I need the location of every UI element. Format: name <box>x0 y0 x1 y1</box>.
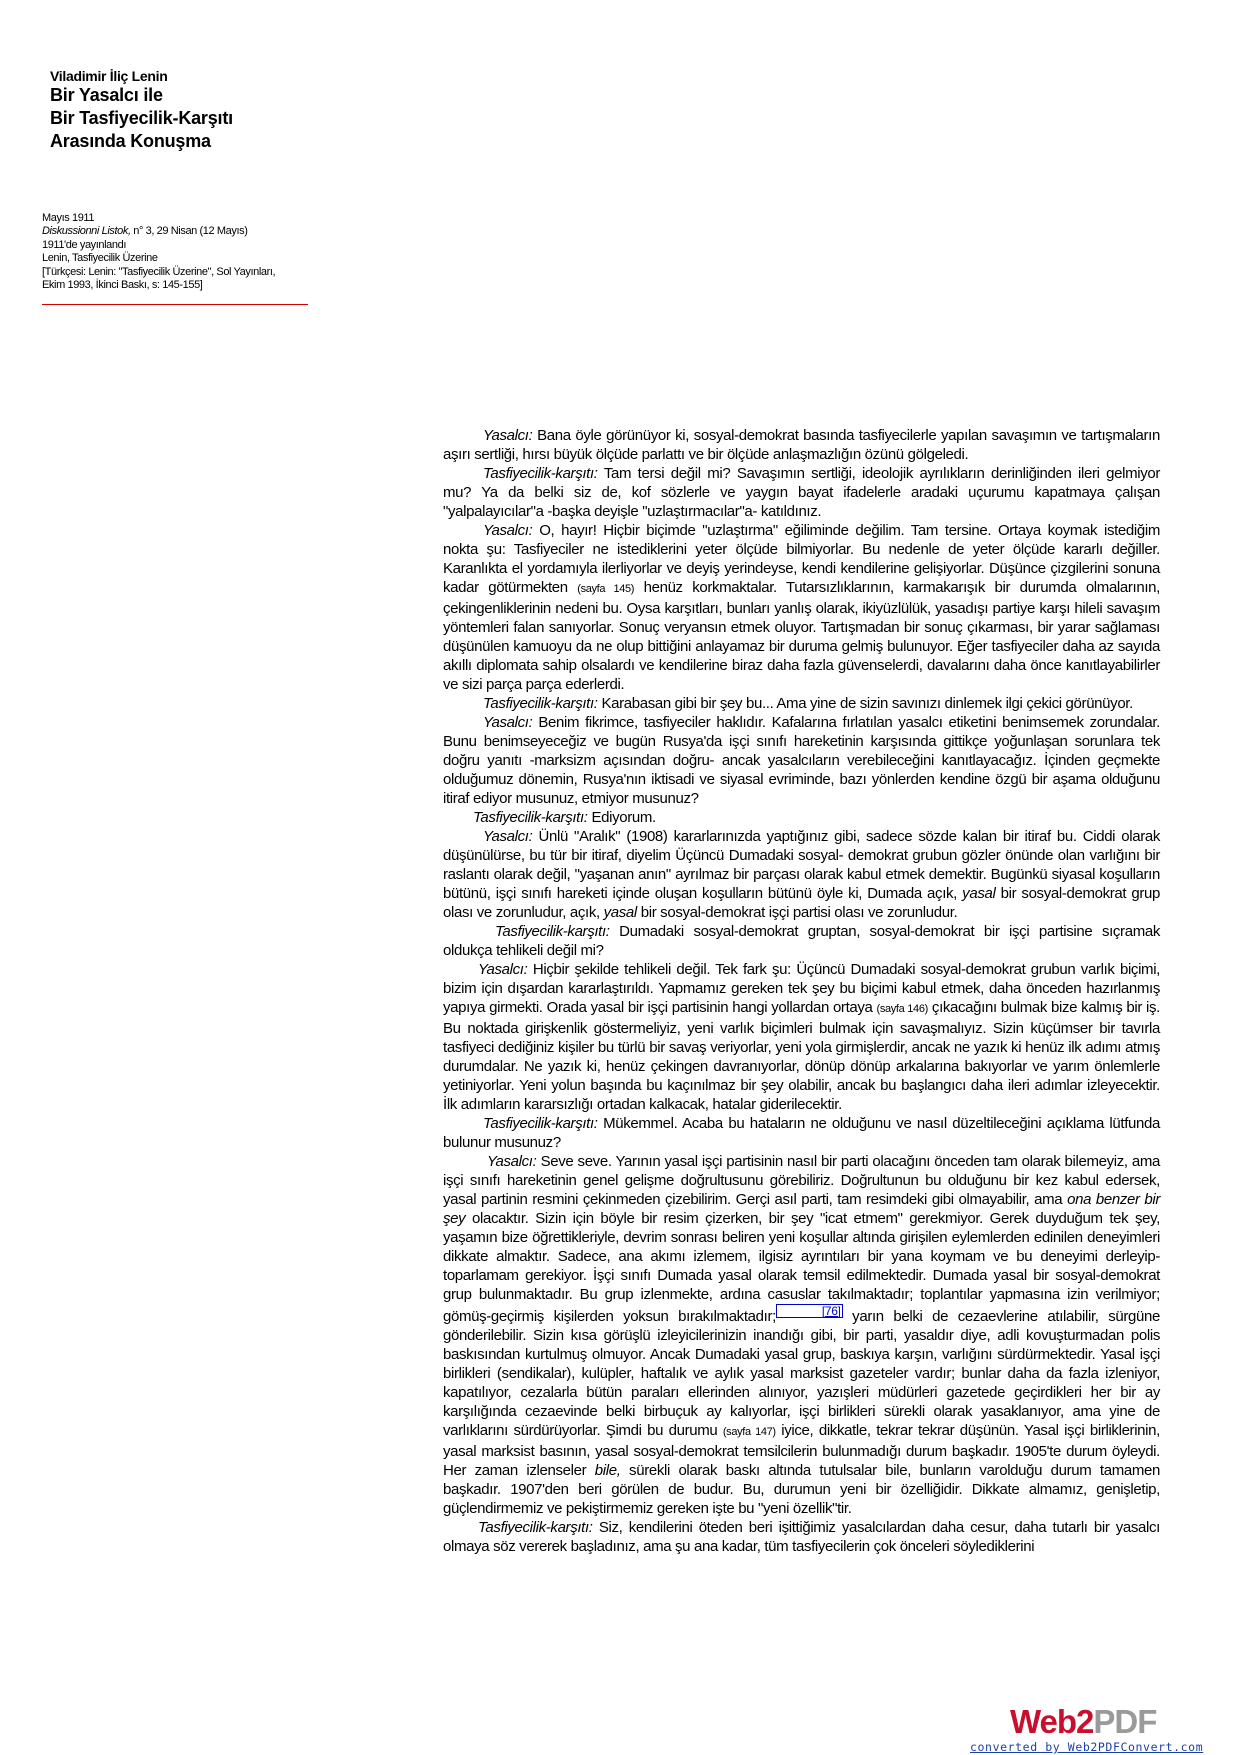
paragraph-text: Karabasan gibi bir şey bu... Ama yine de sizin savınızı dinlemek ilgi çekici görünüyor. <box>597 695 1133 712</box>
page-marker: (sayfa 145) <box>577 583 635 595</box>
author-name: Viladimir İliç Lenin <box>50 68 168 84</box>
dialogue-paragraph <box>443 808 1160 827</box>
speaker-label: Tasfiyecilik-karşıtı: <box>473 809 588 826</box>
paragraph-text: iyice, dikkatle, tekrar tekrar düşünün. Yasal işçi birliklerinin, yasal marksist basının, yasal sosyal-demokrat temsilcilerin bulunmadığı durum başkadır. 1905'te durum öyleydi. Her zaman izlenseler <box>443 1422 1160 1479</box>
paragraph-text: Hiçbir şekilde tehlikeli değil. Tek fark şu: Üçüncü Dumadaki sosyal-demokrat grubun varlık biçimi, bizim için dışardan kararlaştırıldı. Yapmamız gereken tek şey bu biçimi kabul etmek, daha önceden hazırlanmış yapıya girmekti. Orada yasal bir işçi partisinin hangi yollardan ortaya <box>443 961 1160 1016</box>
speaker-label: Yasalcı: <box>483 522 533 539</box>
meta-divider <box>42 304 308 305</box>
paragraph-text: Siz, kendilerini öteden beri işittiğimiz yasalcılardan daha cesur, daha tutarlı bir yasalcı olmaya söz vererek başladınız, ama şu ana kadar, tüm tasfiyecilerin çok önceleri söylediklerini <box>443 1519 1160 1555</box>
publication-info <box>42 212 310 292</box>
logo-pdf-part: PDF <box>1093 1703 1157 1740</box>
meta-turkish-edition-2: Ekim 1993, İkinci Baskı, s: 145-155] <box>42 279 203 292</box>
speaker-label: Tasfiyecilik-karşıtı: <box>495 923 610 940</box>
title-line-2: Bir Tasfiyecilik-Karşıtı <box>50 108 233 128</box>
web2pdf-logo <box>1010 1704 1200 1740</box>
paragraph-text: Mükemmel. Acaba bu hataların ne olduğunu ve nasıl düzeltileceğini açıklama lütfunda bulunur musunuz? <box>443 1115 1160 1151</box>
meta-source <box>42 225 310 238</box>
dialogue-paragraph <box>443 694 1160 713</box>
paragraph-text: Ediyorum. <box>587 809 656 826</box>
paragraph-text: Dumadaki sosyal-demokrat gruptan, sosyal-demokrat bir işçi partisine sıçramak oldukça tehlikeli değil mi? <box>443 923 1160 959</box>
paragraph-text: Seve seve. Yarının yasal işçi partisinin nasıl bir parti olacağını önceden tam olarak bilemeyiz, ama işçi sınıfı hareketinin genel gelişme doğrultusunu görebiliriz. Doğrultunun bu olduğunu bir kez kabul edersek, yasal partinin resmini çekinmeden çizebilirim. Gerçi asıl parti, tam resimdeki gibi olmayabilir, ama <box>443 1153 1160 1208</box>
emphasis-text: yasal <box>962 885 996 902</box>
page-marker: (sayfa 147) <box>722 1426 776 1438</box>
paragraph-text: Ünlü "Aralık" (1908) kararlarınızda yaptığınız gibi, sadece sözde kalan bir itiraf bu. Ciddi olarak düşünülürse, bu tür bir itiraf, diyelim Üçüncü Dumadaki sosyal- demokrat grubun gözler önünde olan varlığını bir raslantı olarak değil, "yaşanan anın" ayrılmaz bir parçası olarak kabul etmek demektir. Bugünkü siyasal koşulların bütünü, işçi sınıfı hareketi içinde oluşan koşulların bütünü öyle ki, Dumada açık, <box>443 828 1160 902</box>
speaker-label: Tasfiyecilik-karşıtı: <box>483 465 598 482</box>
dialogue-paragraph <box>443 464 1160 521</box>
speaker-label: Yasalcı: <box>487 1153 537 1170</box>
meta-date: Mayıs 1911 <box>42 212 95 224</box>
dialogue-paragraph <box>443 1152 1160 1518</box>
paragraph-text: bir sosyal-demokrat grup olası ve zorunludur, açık, <box>443 885 1160 921</box>
emphasis-text: bile, <box>594 1462 621 1479</box>
dialogue-paragraph <box>443 713 1160 808</box>
dialogue-paragraph <box>443 521 1160 694</box>
paragraph-text: Tam tersi değil mi? Savaşımın sertliği, ideolojik ayrılıkların derinliğinden ileri gelmiyor mu? Ya da belki siz de, kof sözlerle ve yaygın bayat ifadelerle aradaki uçurumu kapatmaya çalışan "yalpalayıcılar"a -başka deyişle "uzlaştırmacılar"a- katıldınız. <box>443 465 1160 520</box>
converter-link[interactable]: converted by Web2PDFConvert.com <box>970 1740 1204 1754</box>
paragraph-text: bir sosyal-demokrat işçi partisi olası ve zorunludur. <box>636 904 958 921</box>
dialogue-paragraph <box>443 827 1160 922</box>
speaker-label: Yasalcı: <box>478 961 528 978</box>
emphasis-text: yasal <box>603 904 637 921</box>
speaker-label: Tasfiyecilik-karşıtı: <box>478 1519 593 1536</box>
paragraph-text: sürekli olarak baskı altında tutulsalar bile, bunların varolduğu durum tamamen başkadır. 1907'den beri görülen de budur. Bu, durumun yeni bir özelliğidir. Dikkate almamız, genişletip, güçlendirmemiz ve pekiştirmemiz gereken işte bu "yeni özellik"tir. <box>443 1462 1160 1517</box>
dialogue-paragraph <box>443 1518 1160 1556</box>
article-body <box>443 426 1160 1556</box>
paragraph-text: O, hayır! Hiçbir biçimde "uzlaştırma" eğiliminde değilim. Tam tersine. Ortaya koymak istediğim nokta şu: Tasfiyeciler ne istediklerini yeter ölçüde bilmiyorlar. Bu nedenle de yeter ölçüde kararlı değiller. Karanlıkta el yordamıyla ilerliyorlar ve deyiş yerindeyse, kendi kendilerine gelişiyorlar. Düşünce çizgilerini sonuna kadar götürmekten <box>443 522 1160 596</box>
speaker-label: Yasalcı: <box>483 714 533 731</box>
meta-collection: Lenin, Tasfiyecilik Üzerine <box>42 252 158 265</box>
logo-web2-part: Web2 <box>1010 1703 1094 1740</box>
paragraph-text: Benim fikrimce, tasfiyeciler haklıdır. Kafalarına fırlatılan yasalcı etiketini benimsemek zorundalar. Bunu benimseyeceğiz ve bugün Rusya'da işçi sınıfı hareketinin karşısında gittikçe yoğunlaşan sorunlara tek doğru yanıtı -marksizm açısından doğru- ancak yasalcıların verebileceğini kanıtlayacağız. İçinden geçmekte olduğumuz dönemin, Rusya'nın iktisadi ve siyasal evriminde, bazı yönlerden kendine özgü bir aşama olduğunu itiraf ediyor musunuz, etmiyor musunuz? <box>443 714 1160 807</box>
converter-watermark <box>970 1704 1225 1752</box>
meta-source-issue: n° 3, 29 Nisan (12 Mayıs) <box>130 225 248 238</box>
dialogue-paragraph <box>443 1114 1160 1152</box>
paragraph-text: olacaktır. Sizin için böyle bir resim çizerken, bir şey "icat etmem" gerekmiyor. Gerek duyduğum tek şey, yaşamın bize öğrettikleriyle, devrim sonrası beliren yeni koşullar altında girişilen eylemlerden edinilen deneyimleri dikkate almaktır. Sadece, ana akımı izlemem, ilgisiz ayrıntıları bir yana koymam ve bu deneyimi derleyip-toparlamam gerekiyor. İşçi sınıfı Dumada yasal olarak temsil edilmektedir. Dumada yasal bir sosyal-demokrat grup bulunmaktadır. Bu grup izlenmekte, ardına casuslar takılmaktadır; toplantılar yapmasına izin verilmiyor; gömüş-geçirmiş kişilerden yoksun bırakılmaktadır; <box>443 1210 1160 1325</box>
meta-source-title: Diskussionni Listok, <box>42 225 131 238</box>
speaker-label: Yasalcı: <box>483 427 533 444</box>
paragraph-text: çıkacağını bulmak bize kalmış bir iş. Bu noktada girişkenlik göstermeliyiz, yeni varlık biçimleri bulmak için savaşmalıyız. Sizin küçümser bir tavırla tasfiyeci dediğiniz kişiler bu türlü bir savaş veriyorlar, yeni yola girmişlerdir, ancak ne yazık ki henüz ilk adımı atmış durumdalar. Ne yazık ki, henüz çekingen davranıyorlar, dönüp dönüp arkalarına bakıyorlar ve yarım önlemlerle yetiniyorlar. Yeni yolun başında bu kaçınılmaz bir şey olabilir, ancak bu başlangıcı daha ileri adımlar izleyecektir. İlk adımların kararsızlığı ortadan kalkacak, hatalar giderilecektir. <box>443 999 1160 1113</box>
emphasis-text: ona benzer bir şey <box>443 1191 1161 1227</box>
dialogue-paragraph <box>443 426 1160 464</box>
speaker-label: Tasfiyecilik-karşıtı: <box>483 1115 598 1132</box>
meta-turkish-edition-1: [Türkçesi: Lenin: "Tasfiyecilik Üzerine", Sol Yayınları, <box>42 265 276 278</box>
paragraph-text: Bana öyle görünüyor ki, sosyal-demokrat basında tasfiyecilerle yapılan savaşımın ve tartışmaların aşırı sertliği, hırsı büyük ölçüde parlattı ve bir ölçüde anlaşmazlığın özünü gölgeledi. <box>443 427 1160 463</box>
paragraph-text: henüz korkmaktalar. Tutarsızlıklarının, karmakarışık bir durumda olmalarının, çekingenliklerinin nedeni bu. Oysa karşıtları, bunları yanlış olarak, ikiyüzlülük, yasadışı partiye karşı hileli savaşım yöntemleri falan sanıyorlar. Sonuç veryansın etmek oluyor. Tartışmadan bir sonuç çıkarması, bir yarar sağlaması düşünülen kamuoyu da ne olup bittiğini anlayamaz bir duruma gelmiş bulunuyor. Eğer tasfiyeciler daha az sayıda akıllı diplomata sahip olsalardı ve kendilerine biraz daha fazla güvenselerdi, davalarını daha önce kanıtlayabilirler ve sizi parça parça ederlerdi. <box>443 579 1160 693</box>
document-header <box>50 68 350 153</box>
dialogue-paragraph <box>443 922 1160 960</box>
meta-published: 1911'de yayınlandı <box>42 238 126 251</box>
page-marker: (sayfa 146) <box>876 1003 928 1015</box>
speaker-label: Yasalcı: <box>483 828 533 845</box>
speaker-label: Tasfiyecilik-karşıtı: <box>483 695 598 712</box>
paragraph-text: yarın belki de cezaevlerine atılabilir, sürgüne gönderilebilir. Sizin kısa görüşlü izleyicilerinizin inandığı gibi, bir parti, yasaldır diye, adli kovuşturmadan polis baskısından kurtulmuş olmuyor. Ancak Dumadaki yasal grup, baskıya karşın, varlığını sürdürmektedir. Yasal işçi birlikleri (sendikalar), kulüpler, haftalık ve aylık yasal marksist gazeteler vardır; bunlar daha da fazla izleniyor, kapatılıyor, cezalarla bütün paraları ellerinden alınıyor, yazışleri müdürleri gazetede geçirdikleri her bir ay karşılığında cezaevinde belki birbuçuk ay kalıyorlar, işçi birlikleri sürekli olarak yasaklanıyor, ama yine de varlıklarını sürdürüyorlar. Şimdi bu durumu <box>443 1308 1160 1439</box>
title-line-1: Bir Yasalcı ile <box>50 85 163 105</box>
title-line-3: Arasında Konuşma <box>50 131 211 151</box>
dialogue-paragraph <box>443 960 1160 1114</box>
footnote-link[interactable]: [76] <box>776 1304 843 1318</box>
